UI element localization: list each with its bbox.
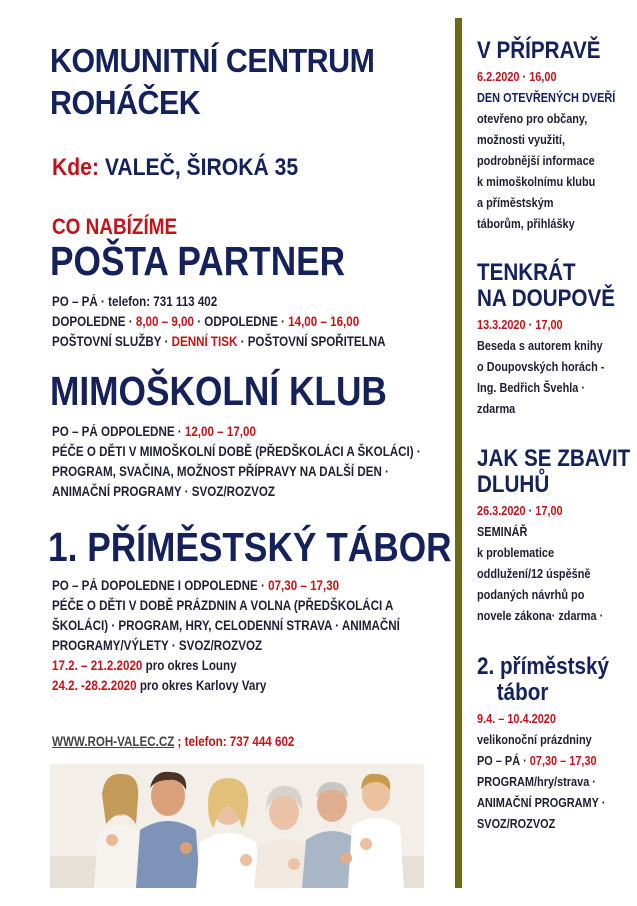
event-1-heading: V PŘÍPRAVĚ	[477, 37, 601, 64]
location-label: Kde:	[52, 154, 99, 181]
posta-line-3: POŠTOVNÍ SLUŽBY · DENNÍ TISK · POŠTOVNÍ SPOŘITELNA	[52, 334, 386, 349]
event-3-details: 26.3.2020 · 17,00 SEMINÁŘ k problematice oddlužení/12 úspěšně podaných návrhů po novele zákona· zdarma ·	[477, 500, 603, 626]
event-2-date-line: 13.3.2020 · 17,00	[477, 317, 563, 332]
contact-line: WWW.ROH-VALEC.CZ ; telefon: 737 444 602	[52, 734, 295, 749]
event-4-details: 9.4. – 10.4.2020 velikonoční prázdniny PO – PÁ · 07,30 – 17,30 PROGRAM/hry/strava · ANIMAČNÍ PROGRAMY · SVOZ/ROZVOZ	[477, 708, 605, 834]
title-line-2: ROHÁČEK	[50, 84, 201, 121]
page-title	[50, 40, 409, 124]
klub-line-1: PO – PÁ ODPOLEDNE · 12,00 – 17,00	[52, 424, 256, 439]
klub-desc-1: PÉČE O DĚTI V MIMOŠKOLNÍ DOBĚ (PŘEDŠKOLÁCI A ŠKOLÁCI) ·	[52, 444, 421, 459]
offer-heading: CO NABÍZÍME	[52, 214, 178, 239]
tabor-desc-3: PROGRAMY/VÝLETY · SVOZ/ROZVOZ	[52, 638, 263, 653]
event-3-date-line: 26.3.2020 · 17,00	[477, 503, 563, 518]
event-2-heading: TENKRÁT NA DOUPOVĚ	[477, 259, 616, 312]
title-line-1: KOMUNITNÍ CENTRUM	[50, 42, 375, 79]
klub-details	[52, 422, 421, 502]
tabor-desc-2: ŠKOLÁCI) · PROGRAM, HRY, CELODENNÍ STRAVA · ANIMAČNÍ	[52, 618, 400, 633]
column-divider	[455, 18, 462, 888]
tabor-desc-1: PÉČE O DĚTI V DOBĚ PRÁZDNIN A VOLNA (PŘEDŠKOLÁCI A	[52, 598, 394, 613]
event-3-heading: JAK SE ZBAVIT DLUHŮ	[477, 445, 631, 498]
tabor-heading: 1. PŘÍMĚSTSKÝ TÁBOR	[48, 524, 452, 570]
posta-heading: POŠTA PARTNER	[50, 238, 346, 284]
klub-desc-2: PROGRAM, SVAČINA, MOŽNOST PŘÍPRAVY NA DALŠÍ DEN ·	[52, 464, 389, 479]
tabor-term-1: 17.2. – 21.2.2020 pro okres Louny	[52, 658, 237, 673]
klub-desc-3: ANIMAČNÍ PROGRAMY · SVOZ/ROZVOZ	[52, 484, 275, 499]
event-4-heading: 2. příměstský tábor	[477, 653, 609, 706]
event-4-time-line: PO – PÁ · 07,30 – 17,30	[477, 753, 597, 768]
event-2-details: 13.3.2020 · 17,00 Beseda s autorem knihy o Doupovských horách - Ing. Bedřich Švehla · zdarma	[477, 314, 604, 419]
tabor-term-2: 24.2. -28.2.2020 pro okres Karlovy Vary	[52, 678, 267, 693]
website-link[interactable]: WWW.ROH-VALEC.CZ	[52, 734, 175, 749]
contact-phone: telefon: 737 444 602	[184, 734, 295, 749]
posta-line-2: DOPOLEDNE · 8,00 – 9,00 · ODPOLEDNE · 14,00 – 16,00	[52, 314, 360, 329]
posta-details	[52, 292, 386, 352]
event-1-details: 6.2.2020 · 16,00 DEN OTEVŘENÝCH DVEŘÍ otevřeno pro občany, možnosti využití, podrobnější informace k mimoškolnímu klubu a příměstským táborům, přihlášky	[477, 66, 615, 234]
family-photo	[50, 764, 424, 888]
event-4-date: 9.4. – 10.4.2020	[477, 711, 556, 726]
tabor-line-1: PO – PÁ DOPOLEDNE I ODPOLEDNE · 07,30 – 17,30	[52, 578, 340, 593]
posta-phone: telefon: 731 113 402	[108, 294, 218, 309]
event-1-subtitle: DEN OTEVŘENÝCH DVEŘÍ	[477, 90, 616, 105]
location	[52, 154, 298, 182]
family-photo-illustration	[50, 764, 424, 888]
tabor-details	[52, 576, 400, 696]
location-value: VALEČ, ŠIROKÁ 35	[104, 154, 299, 181]
event-1-date-line: 6.2.2020 · 16,00	[477, 69, 557, 84]
klub-heading: MIMOŠKOLNÍ KLUB	[50, 368, 387, 414]
posta-line-1: PO – PÁ · telefon: 731 113 402	[52, 294, 218, 309]
